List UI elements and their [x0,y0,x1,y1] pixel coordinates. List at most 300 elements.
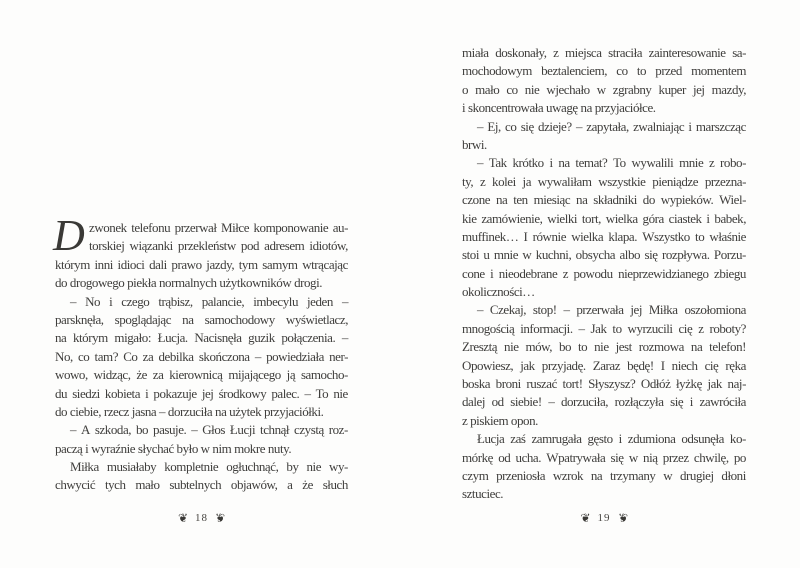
word: tam? [94,348,119,364]
text-line [462,44,746,62]
word: mochodowym [462,63,532,79]
word: Porzu- [713,247,746,263]
word: na [576,192,588,208]
word: wywalili [631,155,674,171]
word: I [660,357,665,373]
text-line [462,393,746,411]
text-line [55,348,348,366]
fleuron-right-icon: ❦ [215,511,226,525]
word: siebie! [510,394,542,410]
word: za [142,348,154,364]
word: – [575,118,583,134]
word: imbecylu [253,293,298,309]
word: co [616,63,628,79]
word: kie [462,210,477,226]
word: ko- [729,431,746,447]
word: migało: [114,330,151,346]
word: się [520,118,534,134]
text-line [462,301,746,319]
word: przerwała [576,302,624,318]
word: połączenia. [281,330,336,346]
word: Miłka [648,302,678,318]
text-line [55,311,348,329]
word: zaś [510,431,526,447]
word: szkoda, [94,422,132,438]
word: ją [286,367,296,383]
fleuron-right-icon: ❦ [617,511,628,525]
word: wielki [547,210,578,226]
word: w [628,449,638,465]
text-line [462,62,746,80]
word: dalej [462,394,486,410]
word: dłoni [721,467,746,483]
word: zapytała, [586,118,629,134]
paragraph [55,421,348,458]
word: i [490,265,494,281]
word: adresem [264,238,305,254]
text-line [462,375,746,393]
word: się [670,394,684,410]
text-line: do drogowego piekła normalnych użytkowników drogi. [55,275,323,291]
text-line [55,476,348,494]
word: czym [462,467,489,483]
word: – [191,422,198,438]
word: jak [707,376,722,392]
word: wywaliłam [537,173,592,189]
word: I [523,228,528,244]
word: – [341,293,348,309]
word: dorzuciła, [560,394,609,410]
word: du [55,385,68,401]
word: albo [619,247,641,263]
word: marszcząc [695,118,746,134]
word: nie [524,81,540,97]
word: debilka [158,348,194,364]
word: trąbisz, [158,293,193,309]
text-line [462,265,746,283]
word: mnie [679,155,704,171]
word: ogłuchnąć, [226,459,279,475]
text-line: i skoncentrowała uwagę na przyjaciółce. [462,100,656,116]
word: za [152,367,164,383]
word: się [644,247,658,263]
word: kuchni, [535,247,572,263]
word: nią [643,449,658,465]
text-line: z piskiem opon. [462,412,538,428]
word: tym [238,256,258,272]
word: wiązanki [129,238,173,254]
word: – [477,118,484,134]
word: przerwał [174,220,217,235]
word: właśnie [709,228,746,244]
word: przeniosła [496,467,546,483]
word: A [80,422,90,438]
word: kuper [658,81,686,97]
word: prawo [171,256,202,272]
word: rozłączyła [614,394,664,410]
fleuron-left-icon: ❦ [177,511,188,525]
word: krótko [512,155,544,171]
word: pasuje. [153,422,187,438]
word: w [663,467,673,483]
word: wielka [571,228,604,244]
word: łyżkę [675,376,702,392]
word: Zaraz [592,357,621,373]
word: pokazuje [153,385,197,401]
word: pieniądze [652,173,699,189]
page-right-text-block [462,44,746,504]
word: Czekaj, [489,302,527,318]
word: dali [149,256,167,272]
word: i [109,293,113,309]
word: na [590,467,603,483]
word: to [612,320,622,336]
word: Zresztą [462,339,498,355]
word: mało [475,81,500,97]
word: – [578,320,585,336]
word: w [596,81,606,97]
word: którym [55,256,90,272]
word: mów, [525,339,553,355]
paragraph [53,211,348,293]
word: bo [135,422,149,438]
paragraph [462,154,746,301]
text-line: sztuciec. [462,486,504,502]
word: przezna- [704,173,746,189]
word: nieodebrane [498,265,558,281]
word: zamówienie, [481,210,543,226]
word: jej [630,302,643,318]
word: na [558,155,570,171]
word: beztalenciem, [541,63,608,79]
word: to [636,63,647,79]
page-left-text-block [53,211,348,495]
word: jest [615,339,632,355]
word: wjechało [546,81,590,97]
word: to [695,228,705,244]
word: miesiąc [533,192,571,208]
text-line [462,449,746,467]
paragraph [55,458,348,495]
word: – [477,155,484,171]
word: od [491,394,504,410]
word: jazdy, [206,256,235,272]
word: mnie [493,247,519,263]
word: – [477,302,484,318]
word: przyjadę. [541,357,586,373]
word: nie [594,339,609,355]
word: od [498,449,511,465]
word: co [505,118,517,134]
word: – [548,394,555,410]
word: i [688,118,692,134]
word: momentem [691,63,746,79]
word: boska [462,376,491,392]
word: oszołomiona [684,302,746,318]
word: jej [201,385,214,401]
word: Jak [590,320,607,336]
word: No, [55,348,73,364]
word: obsycha [575,247,616,263]
fleuron-left-icon: ❦ [580,511,591,525]
word: po [733,449,746,465]
word: co [506,81,518,97]
word: chwycić [55,477,96,493]
word: mijającego [228,367,281,383]
word: guzik [248,330,275,346]
word: Słyszysz? [588,376,636,392]
word: przez [662,449,689,465]
word: Opowiesz, [462,357,514,373]
text-line [462,467,746,485]
word: mało [135,477,160,493]
word: idioci [117,256,145,272]
word: siedzi [72,385,100,401]
word: ner- [329,348,348,364]
word: mórkę [462,449,493,465]
paragraph [462,430,746,504]
word: Łucja. [157,330,188,346]
word: – [254,348,261,364]
text-line [55,329,348,347]
word: zamrugała [531,431,582,447]
word: zawróciła [699,394,746,410]
text-line [55,421,348,439]
word: powodu [573,265,613,281]
word: na [690,339,703,355]
word: Odłóż [640,376,671,392]
word: i [706,210,710,226]
word: tych [104,477,126,493]
word: nie [333,385,348,401]
text-line [55,237,348,255]
word: wyświetlacz, [285,311,348,327]
word: pod [240,238,260,254]
word: objawów, [230,477,278,493]
word: nie [306,459,322,475]
text-line [55,385,348,403]
text-line [462,173,746,191]
word: o [462,81,469,97]
text-line [462,338,746,356]
word: cone [462,265,485,281]
word: informacji. [520,320,573,336]
word: i [145,385,149,401]
text-line: do ciebie, rzecz jasna – dorzuciła na użytek przyjaciółki. [55,403,324,419]
word: wtrącając [302,256,348,272]
word: Co [123,348,138,364]
word: subtelnych [169,477,222,493]
word: na [55,330,67,346]
word: z [562,265,569,281]
text-line [462,357,746,375]
word: składniki [593,192,637,208]
word: roz- [328,422,348,438]
word: doskonały, [495,45,547,60]
word: bo [558,339,572,355]
word: stop! [532,302,557,318]
word: widząc, [93,367,131,383]
text-line: okoliczności… [462,284,535,300]
text-line [55,293,348,311]
word: przekleństw [177,238,236,254]
word: kobieta [104,385,141,401]
word: z [479,173,486,189]
page-number-right: 19 [597,512,611,524]
word: w [522,247,532,263]
word: To [613,155,626,171]
text-line [462,228,746,246]
text-line [462,210,746,228]
word: i [618,431,622,447]
word: na [495,192,508,208]
word: ten [513,192,528,208]
word: stoi [462,247,479,263]
word: – [341,330,348,346]
word: chwilę, [693,449,729,465]
word: roboty? [709,320,746,336]
word: wy- [329,459,348,475]
word: Miłce [220,220,250,235]
text-line [462,81,746,99]
word: że [302,477,313,493]
word: czone [462,192,491,208]
text-line: brwi. [462,136,487,152]
word: się [610,449,624,465]
text-line [55,458,348,476]
word: parsknęła, [55,311,104,327]
word: mnogością [462,320,515,336]
word: odsunęła [681,431,724,447]
word: wypieków. [660,192,714,208]
word: Wpatrywała [546,449,606,465]
word: samocho- [300,367,348,383]
word: Wiel- [719,192,746,208]
page-right-footer [462,507,746,527]
word: ciastek [668,210,702,226]
word: powiedziała [266,348,324,364]
word: samym [262,256,298,272]
word: kolei [492,173,516,189]
word: gęsto [587,431,613,447]
word: tort! [562,376,583,392]
word: Wszystko [642,228,690,244]
word: No [85,293,101,309]
word: To [315,385,329,401]
word: Ej, [487,118,501,134]
word: temat? [575,155,608,171]
word: równie [532,228,567,244]
text-line [55,256,348,274]
word: z [709,155,715,171]
word: sa- [732,45,746,60]
word: nie [504,339,519,355]
word: samochodowy [204,311,275,327]
text-line [462,118,746,136]
word: telefonu [131,220,171,235]
text-line [462,246,746,264]
word: tchnął [260,422,290,438]
word: – [304,385,311,401]
word: mazdy, [711,81,746,97]
word: Miłka [70,459,99,475]
word: rozpływa. [661,247,710,263]
word: palancie, [201,293,245,309]
word: to [578,339,588,355]
word: wzrok [552,467,584,483]
text-line [462,191,746,209]
word: wowo, [55,367,88,383]
word: wielka [605,210,638,226]
word: z [698,320,704,336]
word: drugiej [679,467,714,483]
word: inni [94,256,113,272]
word: Nacisnęła [194,330,242,346]
word: ty, [462,173,474,189]
word: kompletnie [164,459,219,475]
word: au- [332,220,348,235]
word: telefon! [709,339,746,355]
word: trzymany [609,467,656,483]
word: którym [72,330,108,346]
word: do [642,192,655,208]
word: broni [495,376,521,392]
word: że [136,367,147,383]
word: zwonek [89,220,127,235]
text-line [55,219,348,237]
word: klapa. [608,228,638,244]
word: i [549,155,553,171]
page-number-left: 18 [195,512,208,524]
word: u [483,247,490,263]
word: cię [704,357,719,373]
text-line [462,320,746,338]
word: Łucji [229,422,256,438]
word: musiałaby [106,459,157,475]
word: jak [520,357,535,373]
word: jeden [307,293,333,309]
word: ja [522,173,532,189]
word: ręka [725,357,746,373]
word: cię [678,320,693,336]
word: komponowanie [253,220,329,235]
word: ruszać [526,376,557,392]
word: tort, [581,210,601,226]
word: będę! [627,357,654,373]
word: – [70,422,77,438]
word: Głos [202,422,225,438]
word: jej [692,81,705,97]
paragraph [462,301,746,430]
word: czego [121,293,150,309]
page-left-footer [55,507,348,527]
word: przed [655,63,682,79]
word: co [77,348,90,364]
paragraph [55,293,348,422]
word: i [689,394,693,410]
word: miała [462,45,489,60]
word: środkowy [218,385,267,401]
word: Łucja [477,431,505,447]
word: babek, [714,210,746,226]
word: zdumiona [627,431,676,447]
paragraph [462,118,746,155]
word: wszystkie [598,173,646,189]
word: słuch [322,477,348,493]
word: dzieje? [538,118,572,134]
word: zbiegu [714,265,746,281]
drop-cap-letter: D [53,211,85,260]
